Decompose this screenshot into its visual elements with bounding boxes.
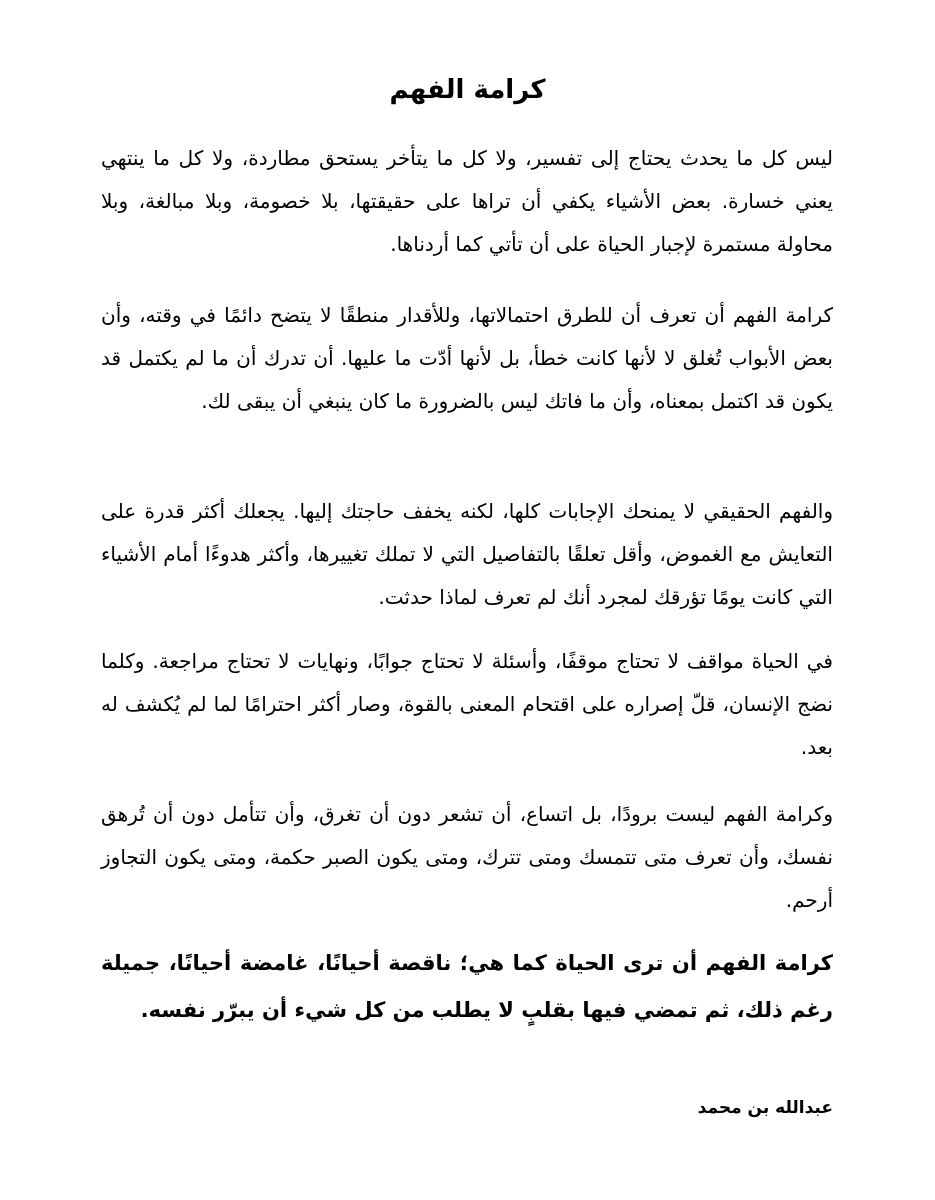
paragraph-5: وكرامة الفهم ليست برودًا، بل اتساع، أن تشعر دون أن تغرق، وأن تتأمل دون أن تُرهق نفسك، وأن تعرف متى تتمسك ومتى تترك، ومتى يكون الصبر حكمة، ومتى يكون التجاوز أرحم. (101, 802, 833, 912)
closing-paragraph: كرامة الفهم أن ترى الحياة كما هي؛ ناقصة أحيانًا، غامضة أحيانًا، جميلة رغم ذلك، ثم تمضي فيها بقلبٍ لا يطلب من كل شيء أن يبرّر نفسه. (101, 951, 833, 1022)
paragraph-2: كرامة الفهم أن تعرف أن للطرق احتمالاتها، وللأقدار منطقًا لا يتضح دائمًا في وقته، وأن بعض الأبواب تُغلق لا لأنها كانت خطأ، بل لأنها أدّت ما عليها. أن تدرك أن ما لم يكتمل قد يكون قد اكتمل بمعناه، وأن ما فاتك ليس بالضرورة ما كان ينبغي أن يبقى لك. (101, 303, 833, 413)
paragraph-3: والفهم الحقيقي لا يمنحك الإجابات كلها، لكنه يخفف حاجتك إليها. يجعلك أكثر قدرة على التعايش مع الغموض، وأقل تعلقًا بالتفاصيل التي لا تملك تغييرها، وأكثر هدوءًا أمام الأشياء التي كانت يومًا تؤرقك لمجرد أنك لم تعرف لماذا حدثت. (101, 499, 833, 609)
document-title: كرامة الفهم (389, 75, 546, 105)
paragraph-1: ليس كل ما يحدث يحتاج إلى تفسير، ولا كل ما يتأخر يستحق مطاردة، ولا كل ما ينتهي يعني خسارة. بعض الأشياء يكفي أن تراها على حقيقتها، بلا خصومة، وبلا مبالغة، وبلا محاولة مستمرة لإجبار الحياة على أن تأتي كما أردناها. (101, 146, 833, 256)
paragraph-4: في الحياة مواقف لا تحتاج موقفًا، وأسئلة لا تحتاج جوابًا، ونهايات لا تحتاج مراجعة. وكلما نضج الإنسان، قلّ إصراره على اقتحام المعنى بالقوة، وصار أكثر احترامًا لما لم يُكشف له بعد. (101, 649, 833, 759)
author-signature: عبدالله بن محمد (697, 1098, 833, 1118)
